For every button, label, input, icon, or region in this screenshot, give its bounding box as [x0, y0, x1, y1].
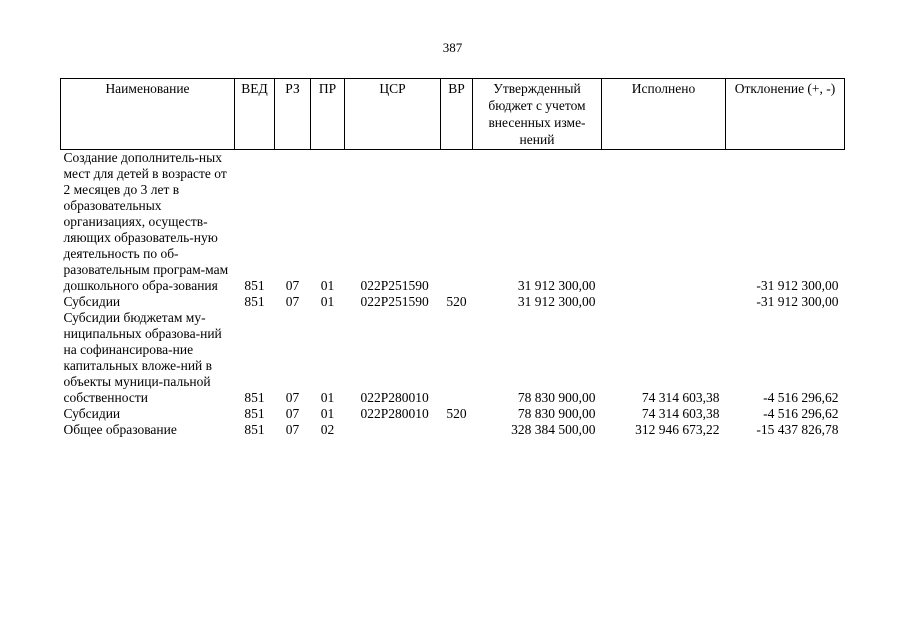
row-name: Общее образование — [63, 422, 177, 437]
row-csr: 022Р280010 — [360, 406, 429, 421]
header-row — [61, 79, 845, 150]
row-vr: 520 — [446, 406, 467, 421]
header-approved: Утвержденный бюджет с учетом внесенных изме-нений — [473, 79, 602, 150]
row-csr: 022Р280010 — [360, 390, 429, 405]
header-pr: ПР — [311, 79, 345, 150]
row-approved: 78 830 900,00 — [517, 390, 596, 405]
row-vr: 520 — [446, 294, 467, 309]
row-csr: 022Р251590 — [360, 278, 429, 293]
row-executed: 74 314 603,38 — [641, 406, 720, 421]
row-executed: 312 946 673,22 — [635, 422, 720, 437]
row-rz: 07 — [285, 422, 300, 437]
row-pr: 01 — [320, 294, 335, 309]
row-name: Субсидии — [63, 406, 121, 421]
header-ved: ВЕД — [235, 79, 275, 150]
row-ved: 851 — [244, 422, 265, 437]
table-row — [61, 310, 845, 406]
row-ved: 851 — [244, 406, 265, 421]
budget-table — [60, 78, 845, 438]
header-csr: ЦСР — [345, 79, 441, 150]
row-deviation: -4 516 296,62 — [763, 406, 839, 421]
row-vr — [441, 422, 473, 438]
row-approved: 328 384 500,00 — [511, 422, 596, 437]
page-number: 387 — [442, 40, 463, 55]
header-name: Наименование — [61, 79, 235, 150]
row-approved: 31 912 300,00 — [517, 278, 596, 293]
header-deviation: Отклонение (+, -) — [726, 79, 845, 150]
row-executed — [602, 294, 726, 310]
table-row — [61, 294, 845, 310]
row-executed: 74 314 603,38 — [641, 390, 720, 405]
row-name: Субсидии бюджетам му-ниципальных образова-ний на софинансирова-ние капитальных вложе-ний в объекты муници-пальной собственности — [63, 310, 222, 405]
row-pr: 01 — [320, 390, 335, 405]
row-deviation: -4 516 296,62 — [763, 390, 839, 405]
row-name: Субсидии — [63, 294, 121, 309]
table-row — [61, 422, 845, 438]
row-deviation: -31 912 300,00 — [756, 278, 839, 293]
row-executed — [602, 150, 726, 295]
row-rz: 07 — [285, 294, 300, 309]
row-ved: 851 — [244, 278, 265, 293]
table-row — [61, 150, 845, 295]
row-vr — [441, 310, 473, 406]
row-pr: 02 — [320, 422, 335, 437]
row-name: Создание дополнитель-ных мест для детей в возрасте от 2 месяцев до 3 лет в образовательных организациях, осуществ-ляющих образователь-ную деятельность по об-разовательным програм-мам дошкольного обра-зования — [63, 150, 229, 293]
row-ved: 851 — [244, 294, 265, 309]
header-rz: РЗ — [275, 79, 311, 150]
row-csr: 022Р251590 — [360, 294, 429, 309]
row-csr — [345, 422, 441, 438]
row-rz: 07 — [285, 278, 300, 293]
row-pr: 01 — [320, 406, 335, 421]
row-approved: 31 912 300,00 — [517, 294, 596, 309]
row-deviation: -15 437 826,78 — [756, 422, 839, 437]
row-ved: 851 — [244, 390, 265, 405]
row-rz: 07 — [285, 406, 300, 421]
row-deviation: -31 912 300,00 — [756, 294, 839, 309]
row-rz: 07 — [285, 390, 300, 405]
row-pr: 01 — [320, 278, 335, 293]
header-vr: ВР — [441, 79, 473, 150]
row-vr — [441, 150, 473, 295]
header-executed: Исполнено — [602, 79, 726, 150]
table-row — [61, 406, 845, 422]
row-approved: 78 830 900,00 — [517, 406, 596, 421]
